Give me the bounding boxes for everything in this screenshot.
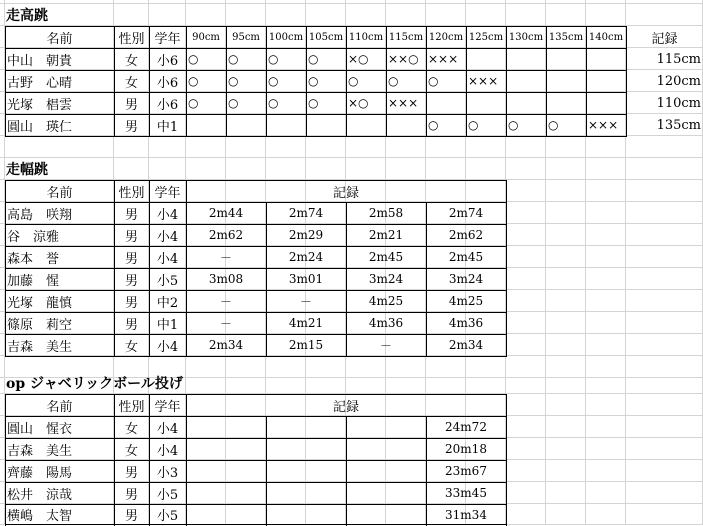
athlete-record: 4m25 <box>448 294 484 308</box>
athlete-grade: 小4 <box>156 207 179 223</box>
grid-cell[interactable] <box>266 136 306 158</box>
grid-cell[interactable] <box>466 4 506 26</box>
grid-cell[interactable] <box>466 158 506 180</box>
grid-cell[interactable] <box>586 158 626 180</box>
attempt-mark <box>226 114 266 136</box>
attempt-mark: ○ <box>228 52 239 66</box>
grid-cell[interactable] <box>586 312 626 334</box>
attempt-value <box>266 504 346 525</box>
attempt-mark: ○ <box>308 96 319 110</box>
attempt-mark: ○ <box>268 74 279 88</box>
col-header-height: 105cm <box>308 31 344 43</box>
athlete-record: 2m62 <box>448 228 484 242</box>
athlete-gender: 男 <box>124 97 138 113</box>
athlete-record: 24m72 <box>445 420 487 434</box>
attempt-value: 4m25 <box>368 294 404 308</box>
attempt-mark: ××○ <box>388 52 419 66</box>
grid-cell[interactable] <box>506 482 546 504</box>
athlete-record: 23m67 <box>445 464 487 478</box>
athlete-gender: 女 <box>124 339 138 355</box>
attempt-mark <box>386 114 426 136</box>
athlete-name: 高島 咲翔 <box>7 207 73 223</box>
athlete-record: 20m18 <box>445 442 487 456</box>
table-border <box>506 394 507 526</box>
grid-cell[interactable] <box>346 378 386 394</box>
section-title-ball-throw: op ジャベリックボール投げ <box>6 376 183 392</box>
attempt-value: 3m24 <box>368 272 404 286</box>
grid-cell[interactable] <box>586 224 626 246</box>
grid-cell[interactable] <box>546 482 586 504</box>
grid-cell[interactable] <box>586 180 626 202</box>
attempt-mark: ×○ <box>348 96 369 110</box>
attempt-value <box>346 504 426 525</box>
grid-cell[interactable] <box>546 504 586 525</box>
grid-cell[interactable] <box>506 246 546 268</box>
attempt-mark <box>266 114 306 136</box>
attempt-mark: ○ <box>188 52 199 66</box>
attempt-value <box>266 438 346 460</box>
attempt-value <box>266 482 346 504</box>
attempt-value: 2m29 <box>288 228 324 242</box>
attempt-mark: ○ <box>308 52 319 66</box>
athlete-grade: 小5 <box>156 509 179 524</box>
grid-cell[interactable] <box>186 158 226 180</box>
grid-cell[interactable] <box>586 246 626 268</box>
athlete-grade: 中1 <box>156 317 179 333</box>
athlete-record: 2m34 <box>448 338 484 352</box>
attempt-mark <box>546 70 586 92</box>
grid-cell[interactable] <box>626 136 703 158</box>
col-header-height: 115cm <box>388 31 424 43</box>
grid-cell[interactable] <box>586 356 626 378</box>
attempt-value <box>186 460 266 482</box>
attempt-mark <box>586 92 626 114</box>
attempt-value <box>346 438 426 460</box>
grid-cell[interactable] <box>5 136 114 158</box>
attempt-mark <box>506 70 546 92</box>
grid-cell[interactable] <box>506 202 546 224</box>
attempt-value: 2m21 <box>368 228 404 242</box>
grid-cell[interactable] <box>506 334 546 356</box>
grid-cell[interactable] <box>186 136 226 158</box>
athlete-grade: 小4 <box>156 229 179 245</box>
attempt-mark: ○ <box>268 96 279 110</box>
athlete-gender: 男 <box>124 465 138 481</box>
grid-cell[interactable] <box>546 438 586 460</box>
grid-cell[interactable] <box>306 378 346 394</box>
attempt-mark: ××× <box>388 96 419 110</box>
grid-cell[interactable] <box>466 378 506 394</box>
grid-cell[interactable] <box>426 4 466 26</box>
attempt-value <box>266 460 346 482</box>
grid-cell[interactable] <box>586 4 626 26</box>
athlete-gender: 男 <box>124 251 138 267</box>
attempt-value: 3m01 <box>288 272 324 286</box>
grid-cell[interactable] <box>506 4 546 26</box>
grid-cell[interactable] <box>306 356 346 378</box>
grid-cell[interactable] <box>346 136 386 158</box>
col-header-record: 記録 <box>651 31 678 47</box>
attempt-value: － <box>379 338 392 353</box>
athlete-grade: 小4 <box>156 251 179 267</box>
grid-cell[interactable] <box>306 158 346 180</box>
grid-cell[interactable] <box>149 136 186 158</box>
grid-cell[interactable] <box>586 136 626 158</box>
attempt-mark <box>546 92 586 114</box>
col-header-height: 100cm <box>268 31 304 43</box>
grid-cell[interactable] <box>626 438 703 460</box>
attempt-mark: ○ <box>188 74 199 88</box>
athlete-name: 圓山 瑛仁 <box>7 119 73 135</box>
athlete-name: 古野 心晴 <box>7 75 73 91</box>
athlete-name: 吉森 美生 <box>7 443 73 459</box>
attempt-mark: ○ <box>188 96 199 110</box>
attempt-value: － <box>219 294 232 309</box>
athlete-name: 圓山 惺衣 <box>7 421 73 437</box>
athlete-grade: 中2 <box>156 295 179 311</box>
section-title-long-jump: 走幅跳 <box>6 162 48 178</box>
attempt-value <box>346 482 426 504</box>
attempt-value: 4m36 <box>368 316 404 330</box>
grid-cell[interactable] <box>149 158 186 180</box>
grid-cell[interactable] <box>426 356 466 378</box>
attempt-mark: ○ <box>308 74 319 88</box>
grid-cell[interactable] <box>506 394 546 416</box>
grid-cell[interactable] <box>114 136 149 158</box>
grid-cell[interactable] <box>626 180 703 202</box>
grid-cell[interactable] <box>346 158 386 180</box>
grid-cell[interactable] <box>226 4 266 26</box>
grid-cell[interactable] <box>626 158 703 180</box>
attempt-mark <box>466 92 506 114</box>
grid-cell[interactable] <box>626 4 703 26</box>
grid-cell[interactable] <box>626 312 703 334</box>
grid-cell[interactable] <box>506 224 546 246</box>
grid-cell[interactable] <box>386 378 426 394</box>
grid-cell[interactable] <box>226 136 266 158</box>
athlete-grade: 小6 <box>156 53 179 69</box>
col-header-name: 名前 <box>46 399 73 415</box>
grid-cell[interactable] <box>186 4 226 26</box>
section-title-high-jump: 走高跳 <box>6 8 48 24</box>
col-header-height: 135cm <box>548 31 584 43</box>
athlete-gender: 男 <box>124 229 138 245</box>
grid-cell[interactable] <box>506 312 546 334</box>
athlete-record: 33m45 <box>445 486 487 500</box>
grid-cell[interactable] <box>546 4 586 26</box>
grid-cell[interactable] <box>546 356 586 378</box>
attempt-value: － <box>219 316 232 331</box>
grid-cell[interactable] <box>586 378 626 394</box>
grid-cell[interactable] <box>586 202 626 224</box>
col-header-grade: 学年 <box>154 185 181 201</box>
attempt-mark <box>586 70 626 92</box>
attempt-mark: ××× <box>468 74 499 88</box>
grid-cell[interactable] <box>586 504 626 525</box>
grid-cell[interactable] <box>506 268 546 290</box>
attempt-mark: ○ <box>228 96 239 110</box>
grid-cell[interactable] <box>546 180 586 202</box>
grid-cell[interactable] <box>466 356 506 378</box>
attempt-value <box>346 460 426 482</box>
attempt-mark <box>346 114 386 136</box>
grid-cell[interactable] <box>586 482 626 504</box>
attempt-mark: ○ <box>468 118 479 132</box>
col-header-name: 名前 <box>46 31 73 47</box>
athlete-record: 115cm <box>656 51 701 67</box>
grid-cell[interactable] <box>386 4 426 26</box>
grid-cell[interactable] <box>386 158 426 180</box>
athlete-name: 加藤 惺 <box>7 273 60 289</box>
grid-cell[interactable] <box>626 460 703 482</box>
athlete-gender: 男 <box>124 317 138 333</box>
grid-cell[interactable] <box>586 438 626 460</box>
attempt-value: 3m08 <box>208 272 244 286</box>
attempt-mark: ○ <box>428 74 439 88</box>
attempt-value: 2m24 <box>288 250 324 264</box>
grid-cell[interactable] <box>114 158 149 180</box>
athlete-record: 2m74 <box>448 206 484 220</box>
attempt-mark: ○ <box>388 74 399 88</box>
attempt-value <box>186 504 266 525</box>
table-border <box>5 136 627 137</box>
attempt-mark <box>466 48 506 70</box>
grid-cell[interactable] <box>426 158 466 180</box>
grid-cell[interactable] <box>426 136 466 158</box>
attempt-mark: ×○ <box>348 52 369 66</box>
athlete-grade: 小5 <box>156 487 179 503</box>
grid-cell[interactable] <box>506 356 546 378</box>
grid-cell[interactable] <box>546 416 586 438</box>
athlete-grade: 中1 <box>156 119 179 135</box>
grid-cell[interactable] <box>546 158 586 180</box>
athlete-grade: 小6 <box>156 75 179 91</box>
grid-cell[interactable] <box>626 202 703 224</box>
grid-cell[interactable] <box>546 290 586 312</box>
athlete-record: 2m45 <box>448 250 484 264</box>
grid-cell[interactable] <box>586 416 626 438</box>
grid-cell[interactable] <box>626 356 703 378</box>
athlete-gender: 男 <box>124 273 138 289</box>
athlete-record: 4m36 <box>448 316 484 330</box>
grid-cell[interactable] <box>626 378 703 394</box>
athlete-gender: 女 <box>124 443 138 459</box>
col-header-height: 120cm <box>428 31 464 43</box>
athlete-grade: 小4 <box>156 443 179 459</box>
col-header-height: 110cm <box>348 31 384 43</box>
attempt-value: 2m44 <box>208 206 244 220</box>
grid-cell[interactable] <box>546 136 586 158</box>
col-header-gender: 性別 <box>118 31 145 47</box>
athlete-gender: 男 <box>124 119 138 135</box>
grid-cell[interactable] <box>626 290 703 312</box>
grid-cell[interactable] <box>346 356 386 378</box>
attempt-value: 2m62 <box>208 228 244 242</box>
attempt-mark <box>586 48 626 70</box>
col-header-height: 130cm <box>508 31 544 43</box>
athlete-record: 3m24 <box>448 272 484 286</box>
athlete-name: 齊藤 陽馬 <box>7 465 73 481</box>
grid-cell[interactable] <box>266 158 306 180</box>
athlete-grade: 小3 <box>156 465 179 481</box>
grid-cell[interactable] <box>546 312 586 334</box>
attempt-value: 2m15 <box>288 338 324 352</box>
grid-cell[interactable] <box>506 416 546 438</box>
athlete-name: 谷 涼雅 <box>7 229 60 245</box>
grid-cell[interactable] <box>546 394 586 416</box>
col-header-gender: 性別 <box>118 399 145 415</box>
athlete-name: 森本 誉 <box>7 251 60 267</box>
grid-cell[interactable] <box>546 202 586 224</box>
athlete-grade: 小4 <box>156 421 179 437</box>
grid-cell[interactable] <box>546 246 586 268</box>
attempt-value: 2m74 <box>288 206 324 220</box>
attempt-mark <box>426 92 466 114</box>
col-header-gender: 性別 <box>118 185 145 201</box>
grid-cell[interactable] <box>546 460 586 482</box>
grid-cell[interactable] <box>546 334 586 356</box>
grid-cell[interactable] <box>346 4 386 26</box>
attempt-value: － <box>219 250 232 265</box>
grid-cell[interactable] <box>506 136 546 158</box>
col-header-height: 125cm <box>468 31 504 43</box>
attempt-value: 2m34 <box>208 338 244 352</box>
athlete-name: 光塚 椙雲 <box>7 97 73 113</box>
attempt-value: 2m58 <box>368 206 404 220</box>
grid-cell[interactable] <box>626 482 703 504</box>
attempt-mark <box>546 48 586 70</box>
athlete-gender: 男 <box>124 509 138 524</box>
attempt-value: 4m21 <box>288 316 324 330</box>
grid-cell[interactable] <box>586 290 626 312</box>
athlete-name: 中山 朝貴 <box>7 53 73 69</box>
grid-cell[interactable] <box>506 180 546 202</box>
grid-cell[interactable] <box>546 378 586 394</box>
attempt-mark <box>506 92 546 114</box>
col-header-record: 記録 <box>332 399 359 415</box>
attempt-value <box>266 416 346 438</box>
attempt-mark: ××× <box>428 52 459 66</box>
grid-cell[interactable] <box>506 438 546 460</box>
athlete-name: 篠原 莉空 <box>7 317 73 333</box>
table-border <box>506 180 507 357</box>
grid-cell[interactable] <box>626 224 703 246</box>
athlete-gender: 女 <box>124 53 138 69</box>
grid-cell[interactable] <box>626 246 703 268</box>
grid-cell[interactable] <box>506 290 546 312</box>
attempt-value <box>186 482 266 504</box>
grid-cell[interactable] <box>386 136 426 158</box>
athlete-name: 吉森 美生 <box>7 339 73 355</box>
grid-cell[interactable] <box>426 378 466 394</box>
grid-cell[interactable] <box>546 268 586 290</box>
athlete-gender: 男 <box>124 207 138 223</box>
attempt-mark: ○ <box>348 74 359 88</box>
col-header-height: 90cm <box>192 31 220 43</box>
attempt-mark <box>306 114 346 136</box>
athlete-gender: 女 <box>124 421 138 437</box>
athlete-grade: 小4 <box>156 339 179 355</box>
grid-cell[interactable] <box>626 334 703 356</box>
attempt-value: 2m45 <box>368 250 404 264</box>
athlete-name: 光塚 龍慎 <box>7 295 73 311</box>
grid-cell[interactable] <box>306 4 346 26</box>
grid-cell[interactable] <box>586 268 626 290</box>
athlete-record: 31m34 <box>445 507 487 522</box>
athlete-record: 110cm <box>656 95 701 111</box>
grid-cell[interactable] <box>266 4 306 26</box>
grid-cell[interactable] <box>626 504 703 525</box>
grid-cell[interactable] <box>586 394 626 416</box>
col-header-grade: 学年 <box>154 31 181 47</box>
col-header-height: 95cm <box>232 31 260 43</box>
attempt-mark: ○ <box>268 52 279 66</box>
attempt-mark: ○ <box>428 118 439 132</box>
grid-cell[interactable] <box>506 460 546 482</box>
attempt-value <box>346 416 426 438</box>
grid-cell[interactable] <box>226 158 266 180</box>
grid-cell[interactable] <box>466 136 506 158</box>
grid-cell[interactable] <box>586 334 626 356</box>
attempt-mark: ××× <box>588 118 619 132</box>
grid-cell[interactable] <box>626 394 703 416</box>
col-header-record: 記録 <box>332 185 359 201</box>
athlete-gender: 女 <box>124 75 138 91</box>
col-header-name: 名前 <box>46 185 73 201</box>
athlete-name: 松井 涼哉 <box>7 487 73 503</box>
athlete-name: 横嶋 太智 <box>7 509 73 524</box>
grid-cell[interactable] <box>546 224 586 246</box>
athlete-gender: 男 <box>124 487 138 503</box>
table-border <box>5 356 507 357</box>
athlete-record: 135cm <box>656 117 701 133</box>
grid-cell[interactable] <box>506 158 546 180</box>
grid-cell[interactable] <box>306 136 346 158</box>
grid-cell[interactable] <box>506 504 546 525</box>
attempt-mark: ○ <box>228 74 239 88</box>
athlete-record: 120cm <box>656 73 701 89</box>
grid-cell[interactable] <box>586 460 626 482</box>
attempt-mark <box>186 114 226 136</box>
athlete-gender: 男 <box>124 295 138 311</box>
attempt-value <box>186 438 266 460</box>
grid-cell[interactable] <box>626 268 703 290</box>
attempt-mark: ○ <box>548 118 559 132</box>
athlete-grade: 小6 <box>156 97 179 113</box>
col-header-height: 140cm <box>588 31 624 43</box>
grid-cell[interactable] <box>114 4 149 26</box>
attempt-mark: ○ <box>508 118 519 132</box>
athlete-grade: 小5 <box>156 273 179 289</box>
grid-cell[interactable] <box>506 378 546 394</box>
grid-cell[interactable] <box>386 356 426 378</box>
attempt-value: － <box>299 294 312 309</box>
grid-cell[interactable] <box>626 416 703 438</box>
grid-cell[interactable] <box>149 4 186 26</box>
col-header-grade: 学年 <box>154 399 181 415</box>
attempt-value <box>186 416 266 438</box>
attempt-mark <box>506 48 546 70</box>
